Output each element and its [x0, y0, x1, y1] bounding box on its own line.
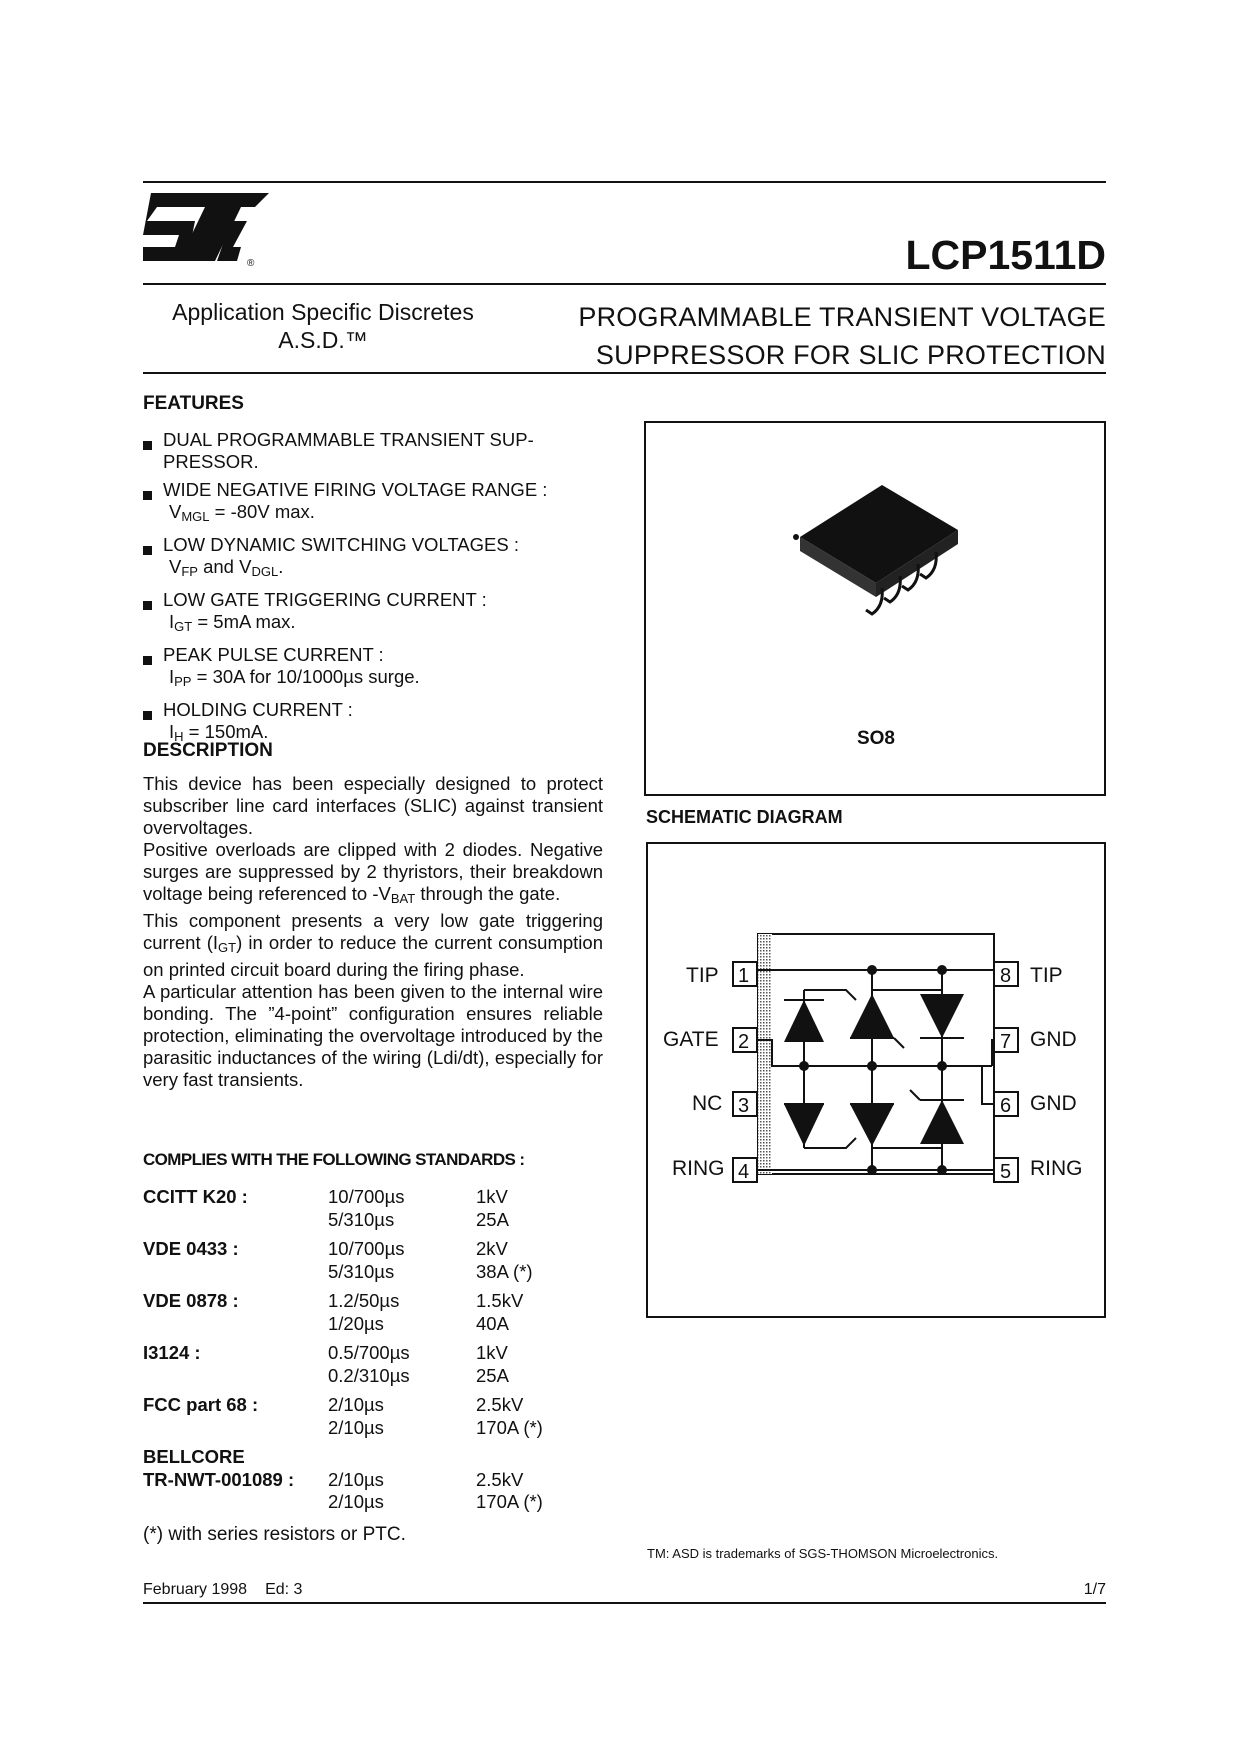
pin-number: 3 — [738, 1095, 750, 1117]
pin-label-nc: NC — [692, 1092, 723, 1115]
standards-footnote: (*) with series resistors or PTC. — [143, 1524, 406, 1545]
table-row: 2/10µs 170A (*) — [328, 1416, 543, 1438]
feature-item: PEAK PULSE CURRENT : $I_{PP} = 30A$ for 10/1000µs surge. — [143, 644, 605, 693]
part-number-title: LCP1511D — [905, 232, 1106, 278]
table-row: 5/310µs 38A (*) — [328, 1260, 533, 1282]
standards-heading: COMPLIES WITH THE FOLLOWING STANDARDS : — [143, 1150, 525, 1169]
schematic-diagram — [646, 842, 1106, 1318]
bullet-icon — [143, 711, 152, 720]
table-row: 5/310µs 25A — [328, 1208, 509, 1230]
description-paragraph: This device has been especially designed to protect subscriber line card interfaces (SLIC) against transient overvoltages. — [143, 773, 603, 838]
table-row: BELLCORE — [143, 1446, 245, 1467]
table-row: 1/20µs 40A — [328, 1312, 509, 1334]
product-title-line-2: SUPPRESSOR FOR SLIC PROTECTION — [595, 340, 1106, 370]
pin-number: 2 — [738, 1031, 750, 1053]
pin-label-gate: GATE — [663, 1028, 719, 1051]
title-rule — [143, 283, 1106, 285]
footer-rule — [143, 1602, 1106, 1604]
description-text — [143, 773, 603, 1091]
pin-number: 6 — [1000, 1095, 1012, 1117]
feature-item: WIDE NEGATIVE FIRING VOLTAGE RANGE : $V_{MGL} = -80V$ max. — [143, 479, 605, 528]
bullet-icon — [143, 546, 152, 555]
feature-item: DUAL PROGRAMMABLE TRANSIENT SUP- PRESSOR. — [143, 429, 605, 473]
category-label — [143, 298, 503, 354]
feature-item: LOW DYNAMIC SWITCHING VOLTAGES : $V_{FP}$ and $V_{DGL}$. — [143, 534, 605, 583]
bullet-icon — [143, 491, 152, 500]
pin-number: 4 — [738, 1161, 750, 1183]
pin-number: 7 — [1000, 1031, 1012, 1053]
pin-label-tip-right: TIP — [1030, 964, 1063, 987]
description-paragraph: Positive overloads are clipped with 2 diodes. Negative surges are suppressed by 2 thyristors, their breakdown voltage being referenced to $-V_{BAT}$ through the gate. — [143, 839, 603, 906]
table-row: 0.2/310µs 25A — [328, 1364, 509, 1386]
features-heading: FEATURES — [143, 393, 244, 414]
footer-edition: Ed: 3 — [265, 1581, 303, 1598]
pin-label-tip-left: TIP — [686, 964, 719, 987]
features-list — [143, 429, 605, 754]
standards-table — [143, 1186, 603, 1514]
pin-label-gnd: GND — [1030, 1092, 1077, 1115]
pin-number: 8 — [1000, 965, 1012, 987]
table-row: I3124 : 0.5/700µs 1kV — [143, 1342, 508, 1363]
product-title — [520, 298, 1106, 374]
top-rule — [143, 181, 1106, 183]
schematic-heading: SCHEMATIC DIAGRAM — [646, 807, 843, 827]
package-label: SO8 — [856, 728, 896, 749]
category-line-1: Application Specific Discretes — [172, 299, 474, 325]
registered-mark: ® — [247, 258, 255, 269]
table-row: 2/10µs 170A (*) — [328, 1491, 543, 1512]
feature-item: HOLDING CURRENT : $I_H = 150mA$. — [143, 699, 605, 748]
table-row: FCC part 68 : 2/10µs 2.5kV — [143, 1394, 524, 1415]
bullet-icon — [143, 441, 152, 450]
pin-number: 1 — [738, 965, 750, 987]
product-title-line-1: PROGRAMMABLE TRANSIENT VOLTAGE — [578, 302, 1106, 332]
table-row: VDE 0433 : 10/700µs 2kV — [143, 1238, 508, 1259]
bullet-icon — [143, 601, 152, 610]
footer-date: February 1998 Ed: 3 — [143, 1581, 303, 1598]
pin-number: 5 — [1000, 1161, 1012, 1183]
category-line-2: A.S.D.™ — [278, 327, 368, 353]
table-row: CCITT K20 : 10/700µs 1kV — [143, 1186, 508, 1207]
pin-label-gnd: GND — [1030, 1028, 1077, 1051]
table-row: TR-NWT-001089 : 2/10µs 2.5kV — [143, 1468, 524, 1490]
so8-package-icon — [790, 475, 970, 625]
description-heading: DESCRIPTION — [143, 740, 273, 761]
description-paragraph: This component presents a very low gate triggering current $(I_{GT})$ in order to reduce the current consumption on printed circuit board during the firing phase. — [143, 910, 603, 980]
feature-item: LOW GATE TRIGGERING CURRENT : $I_{GT} = 5mA$ max. — [143, 589, 605, 638]
description-paragraph: A particular attention has been given to the internal wire bonding. The ”4-point” configuration ensures reliable protection, eliminating the overvoltage introduced by the parasitic inductances of the wiring (Ldi/dt), especially for very fast transients. — [143, 981, 603, 1090]
pin-label-ring-left: RING — [672, 1157, 725, 1180]
bullet-icon — [143, 656, 152, 665]
table-row: VDE 0878 : 1.2/50µs 1.5kV — [143, 1290, 524, 1311]
pin-label-ring-right: RING — [1030, 1157, 1083, 1180]
trademark-note: TM: ASD is trademarks of SGS-THOMSON Microelectronics. — [647, 1546, 999, 1561]
page-number: 1/7 — [1083, 1581, 1106, 1598]
